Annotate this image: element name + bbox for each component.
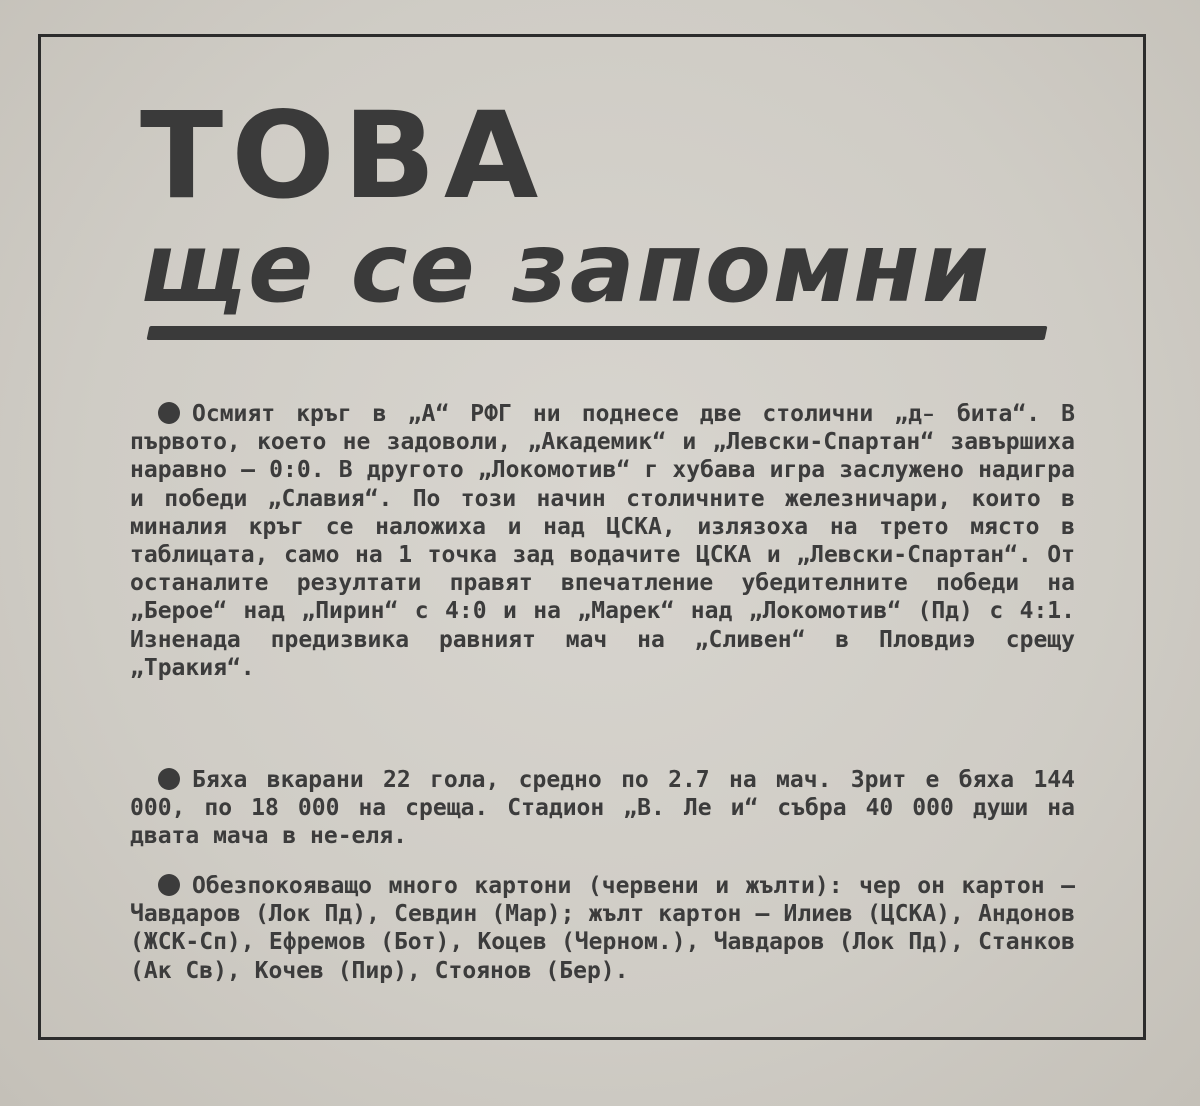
headline-underline: [147, 326, 1048, 340]
headline-line-1: ТОВА: [140, 86, 547, 226]
filled-circle-bullet-icon: [158, 768, 180, 790]
article-paragraph-2: [130, 766, 1075, 851]
headline-line-2: ще се запомни: [140, 212, 991, 324]
paragraph-3-text: Обезпокояващо много картони (червени и жълти): чер он картон — Чавдаров (Лок Пд), Севдин (Мар); жълт картон — Илиев (ЦСКА), Андонов (ЖСК-Сп), Ефремов (Бот), Коцев (Черном.), Чавдаров (Лок Пд), Станков (Ак Св), Кочев (Пир), Стоянов (Бер).: [130, 873, 1075, 984]
paragraph-1-text: Осмият кръг в „А“ РФГ ни поднесе две столични „д̵ бита“. В първото, което не задоволи, „Академик“ и „Левски-Спартан“ завършиха наравно — 0:0. В другото „Локомотив“ г хубава игра заслужено надигра и победи „Славия“. По този начин столичните железничари, които в миналия кръг се наложиха и над ЦСКА, излязоха на трето място в таблицата, само на 1 точка зад водачите ЦСКА и „Левски-Спартан“. От останалите резултати правят впечатление убедителните победи на „Берое“ над „Пирин“ с 4:0 и на „Марек“ над „Локомотив“ (Пд) с 4:1. Изненада предизвика равният мач на „Сливен“ в Пловдиэ срещу „Тракия“.: [130, 401, 1075, 681]
filled-circle-bullet-icon: [158, 402, 180, 424]
filled-circle-bullet-icon: [158, 874, 180, 896]
article-paragraph-1: [130, 400, 1075, 682]
article-paragraph-3: [130, 872, 1075, 985]
paragraph-2-text: Бяха вкарани 22 гола, средно по 2.7 на мач. Зрит е бяха 144 000, по 18 000 на среща. Стадион „В. Ле и“ събра 40 000 души на двата мача в не-еля.: [130, 767, 1075, 850]
